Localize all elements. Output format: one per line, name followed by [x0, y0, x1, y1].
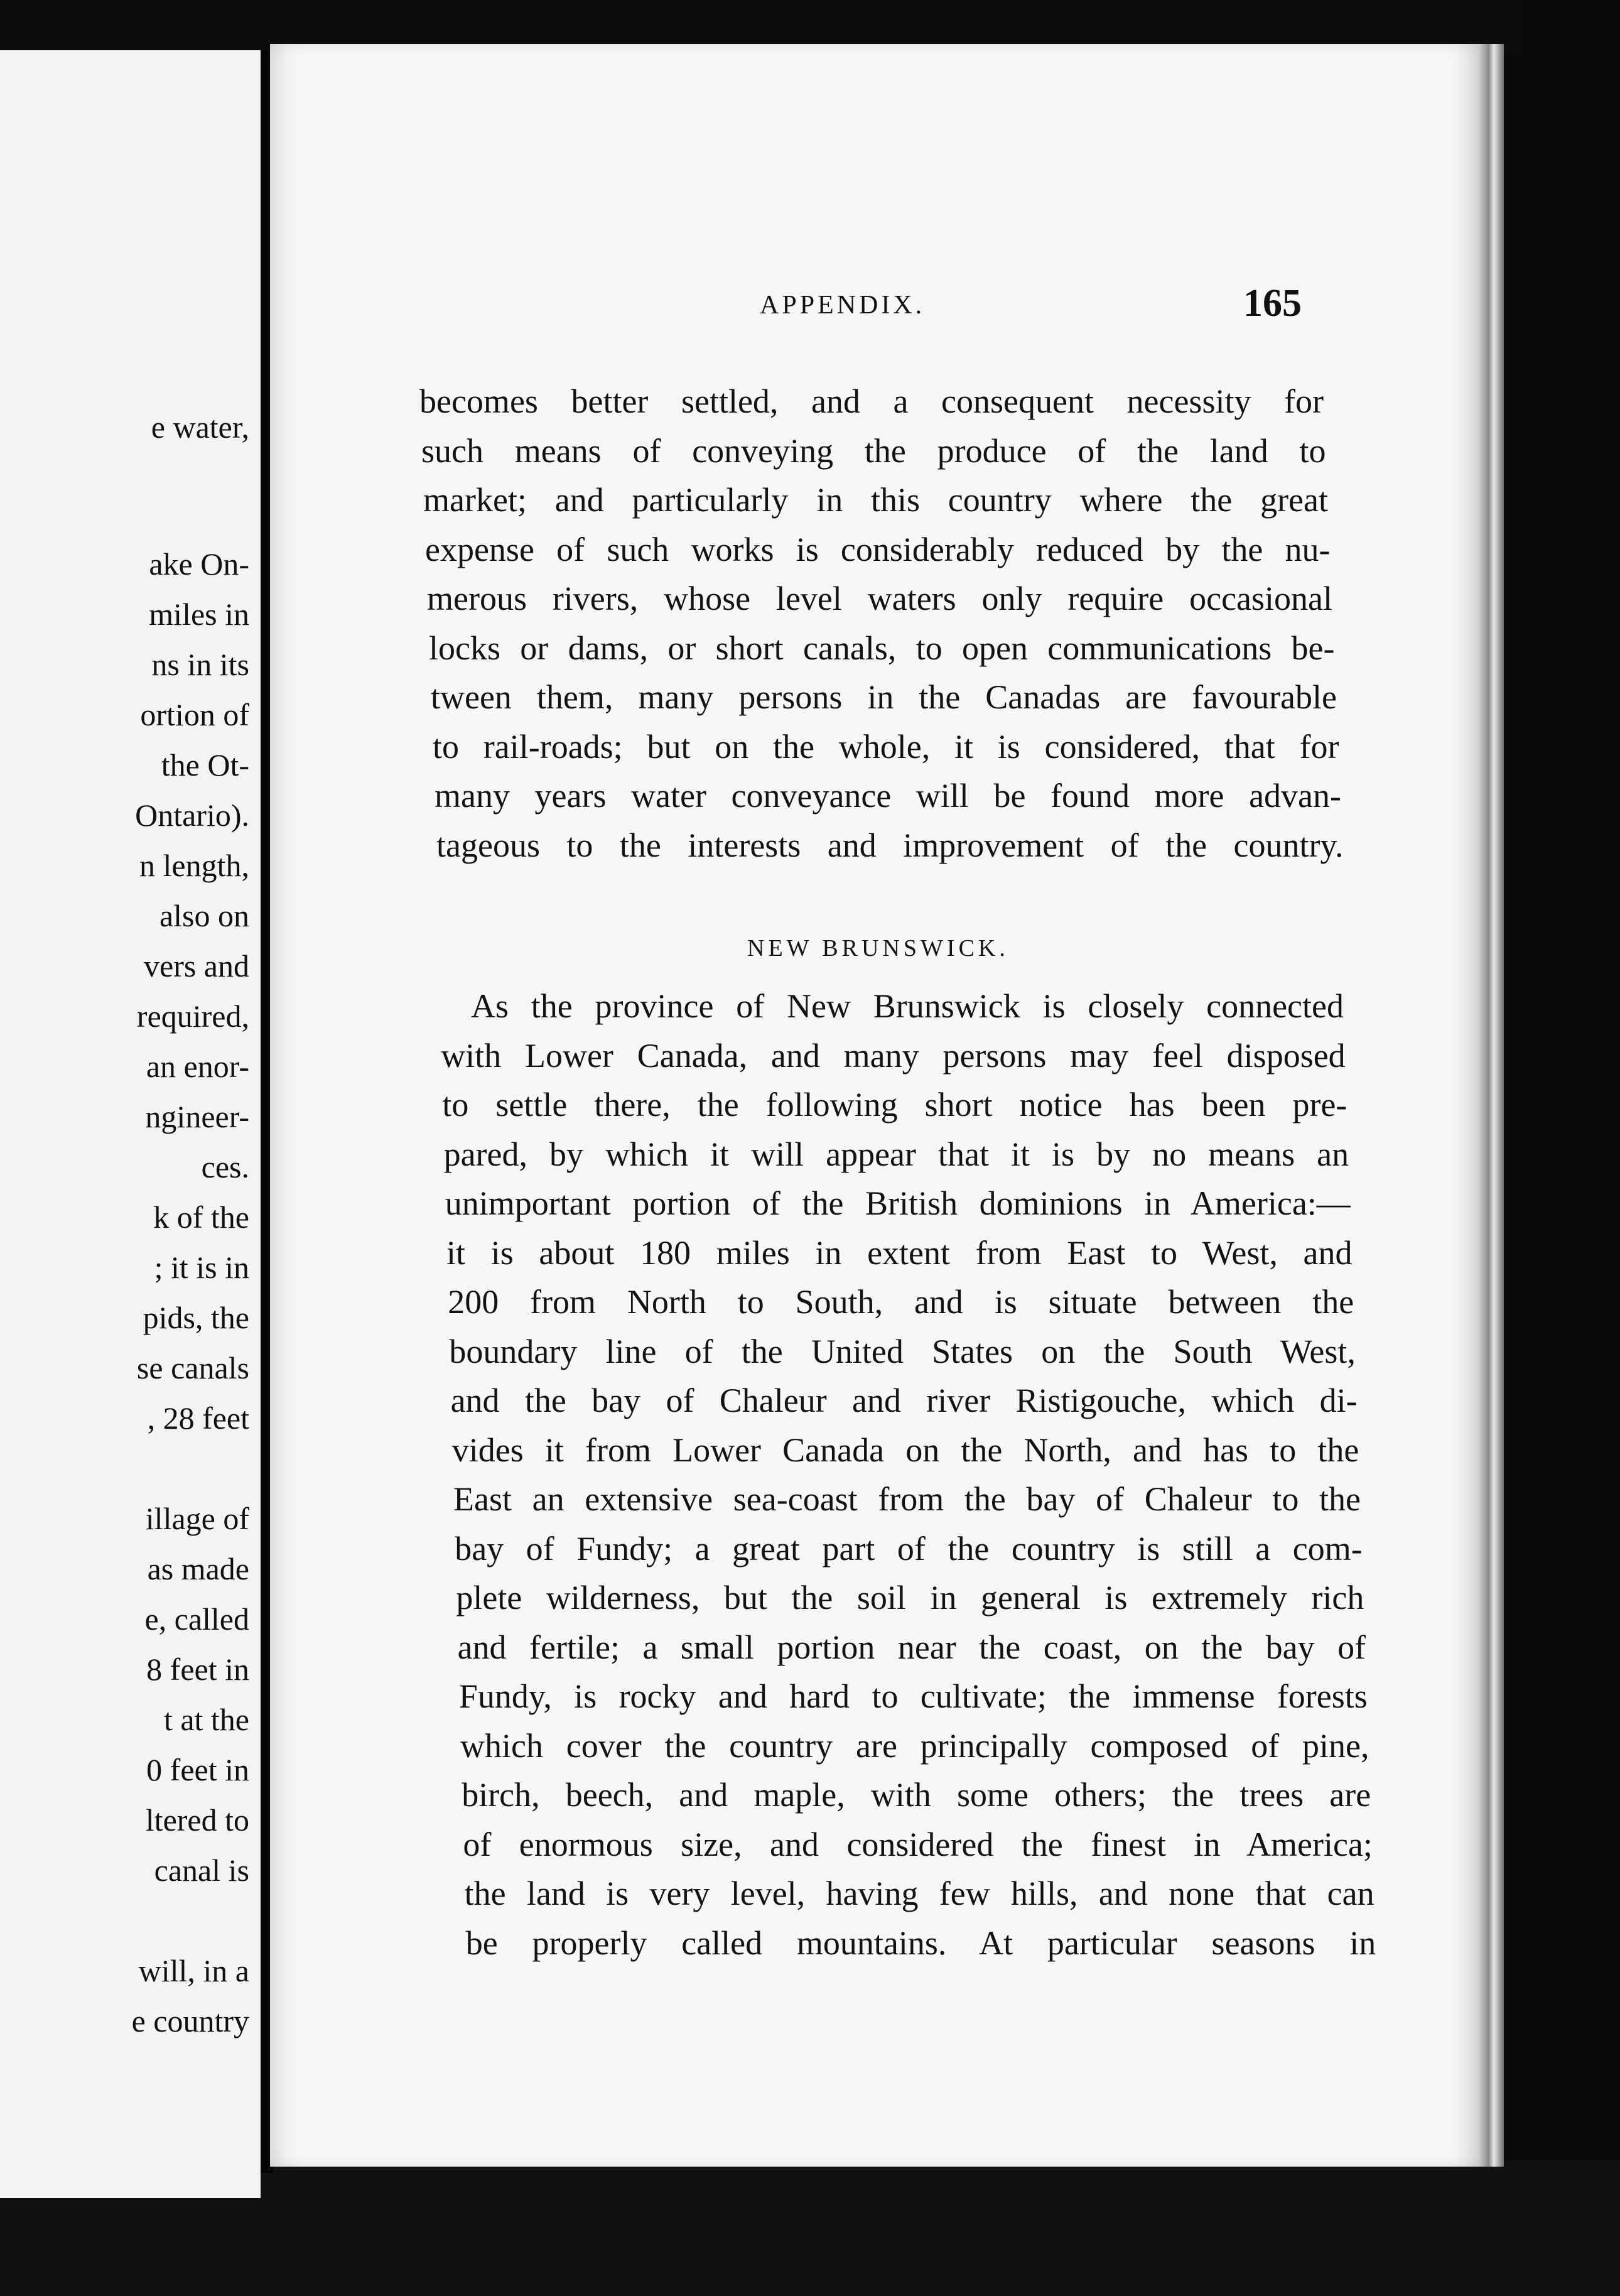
- left-page-line: required,: [136, 999, 249, 1034]
- section-heading: NEW BRUNSWICK.: [747, 935, 1009, 961]
- left-page-line: e country: [131, 2003, 249, 2039]
- body-line: Fundy, is rocky and hard to cultivate; the immense forests: [458, 1677, 1368, 1715]
- left-page-line: miles in: [149, 597, 249, 632]
- left-page-line: 8 feet in: [146, 1652, 249, 1687]
- left-page-line: the Ot-: [161, 747, 249, 782]
- body-line: and the bay of Chaleur and river Ristigouche, which di-: [450, 1382, 1358, 1419]
- body-line: boundary line of the United States on the South West,: [449, 1332, 1356, 1370]
- left-page-line: ake On-: [149, 546, 249, 582]
- body-line: to settle there, the following short notice has been pre-: [442, 1086, 1347, 1124]
- left-page-line: se canals: [136, 1350, 249, 1385]
- left-page-line: ns in its: [151, 647, 249, 682]
- left-page-line: ltered to: [145, 1802, 249, 1838]
- body-line: merous rivers, whose level waters only require occasional: [427, 580, 1332, 617]
- body-line: birch, beech, and maple, with some others; the trees are: [462, 1776, 1371, 1814]
- body-line: locks or dams, or short canals, to open communications be-: [429, 629, 1335, 667]
- body-line: such means of conveying the produce of the land to: [421, 431, 1326, 470]
- body-line: with Lower Canada, and many persons may feel disposed: [441, 1036, 1346, 1075]
- body-line: it is about 180 miles in extent from East to West, and: [446, 1233, 1353, 1272]
- left-page-line: an enor-: [146, 1049, 249, 1084]
- body-line: bay of Fundy; a great part of the country is still a com-: [455, 1529, 1363, 1568]
- running-head: APPENDIX.: [760, 291, 926, 320]
- body-line: many years water conveyance will be found more advan-: [435, 777, 1341, 815]
- left-page-line: ngineer-: [145, 1099, 249, 1134]
- body-line: plete wilderness, but the soil in general is extremely rich: [456, 1579, 1364, 1616]
- body-line: tween them, many persons in the Canadas are favourable: [431, 678, 1337, 716]
- body-line: 200 from North to South, and is situate between the: [448, 1283, 1354, 1321]
- page-number: 165: [1243, 282, 1302, 325]
- body-line: unimportant portion of the British dominions in America:—: [445, 1184, 1351, 1222]
- left-page-line: ; it is in: [154, 1250, 249, 1285]
- left-page-line: , 28 feet: [147, 1400, 249, 1436]
- body-line: market; and particularly in this country where the great: [423, 481, 1328, 519]
- left-page-line: k of the: [153, 1199, 249, 1235]
- body-line: pared, by which it will appear that it is by no means an: [443, 1135, 1349, 1173]
- left-page-line: pids, the: [143, 1300, 249, 1335]
- left-page-line: also on: [159, 898, 249, 933]
- body-line: be properly called mountains. At particular seasons in: [465, 1924, 1376, 1962]
- body-line: which cover the country are principally composed of pine,: [460, 1726, 1369, 1765]
- body-line: tageous to the interests and improvement of the country.: [436, 826, 1344, 864]
- left-page-line: e, called: [144, 1601, 249, 1637]
- body-line: to rail-roads; but on the whole, it is considered, that for: [433, 727, 1339, 766]
- body-line: East an extensive sea-coast from the bay of Chaleur to the: [453, 1480, 1361, 1518]
- left-page-line: t at the: [163, 1702, 249, 1737]
- facing-page-left: [0, 50, 261, 2198]
- left-page-line: ces.: [201, 1149, 249, 1184]
- left-page-line: Ontario).: [135, 798, 249, 833]
- body-line: becomes better settled, and a consequent necessity for: [419, 382, 1324, 420]
- left-page-line: 0 feet in: [146, 1752, 249, 1787]
- body-line: vides it from Lower Canada on the North, and has to the: [451, 1431, 1359, 1469]
- body-line: and fertile; a small portion near the coast, on the bay of: [457, 1628, 1366, 1666]
- scan-background-right: [1520, 0, 1620, 2296]
- left-page-line: ortion of: [140, 697, 249, 732]
- left-page-line: illage of: [145, 1501, 249, 1536]
- left-page-line: e water,: [151, 409, 249, 445]
- body-line: expense of such works is considerably reduced by the nu-: [425, 530, 1331, 568]
- body-line: As the province of New Brunswick is closely connected: [471, 987, 1344, 1025]
- left-page-line: n length,: [139, 848, 249, 883]
- body-line: of enormous size, and considered the finest in America;: [463, 1825, 1373, 1863]
- left-page-line: as made: [147, 1551, 249, 1586]
- left-page-line: vers and: [144, 948, 249, 983]
- body-line: the land is very level, having few hills, and none that can: [464, 1875, 1374, 1912]
- left-page-line: canal is: [154, 1853, 249, 1888]
- left-page-line: will, in a: [138, 1953, 249, 1988]
- page-edge: [1479, 44, 1504, 2167]
